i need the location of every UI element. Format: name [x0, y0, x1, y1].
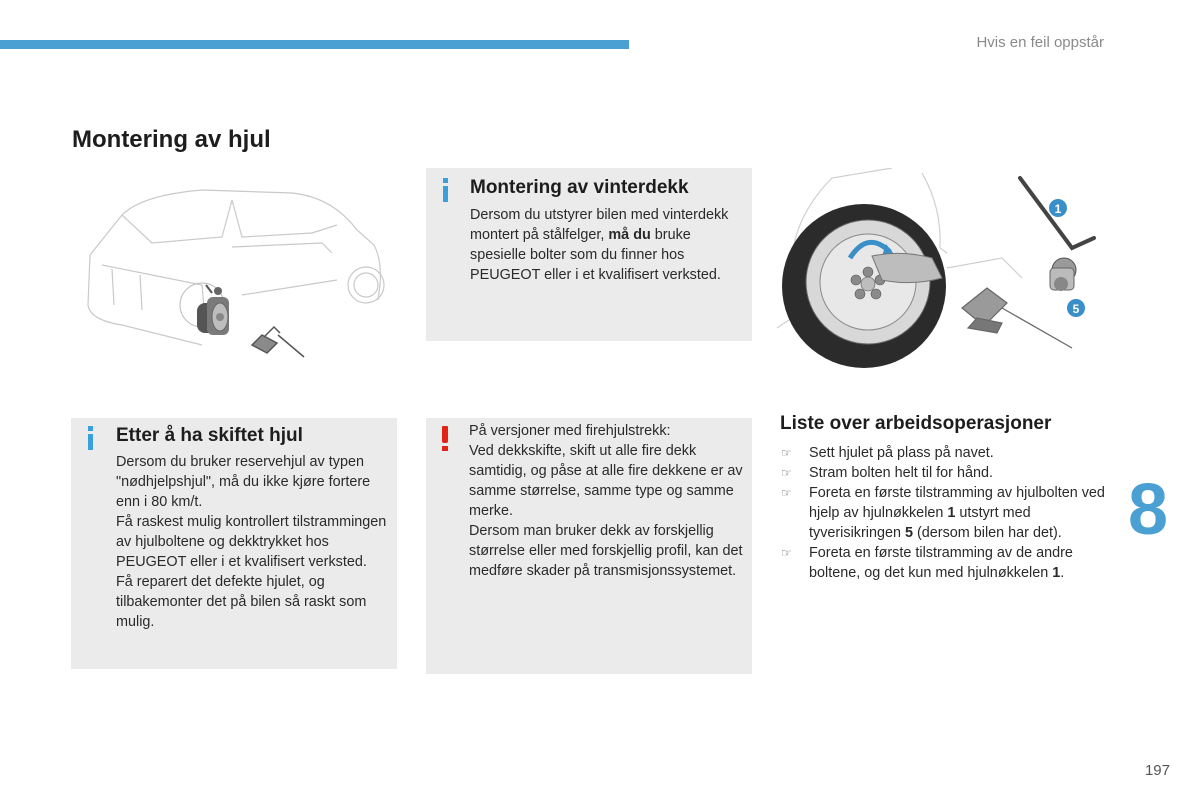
four-wheel-drive-warning-text: På versjoner med firehjulstrekk: Ved dekkskifte, skift ut alle fire dekk samtidig, og påse at alle fire dekkene er av samme størrelse, samme type og samme merke. Dersom man bruker dekk av forskjellig størrelse eller med forskjellig profil, kan det medføre skader på transmisjonssystemet.	[469, 423, 743, 579]
callout-1	[1049, 199, 1067, 217]
svg-text:5: 5	[1072, 302, 1080, 316]
section-title: Hvis en feil oppstår	[976, 34, 1104, 51]
callout-5	[1067, 299, 1085, 317]
list-item: ☞ Foreta en første tilstramming av hjulbolten ved hjelp av hjulnøkkelen 1 utstyrt med tyverisikringen 5 (dersom bilen har det).	[781, 485, 1105, 541]
after-wheel-change-text: Dersom du bruker reservehjul av typen "nødhjelpshjul", må du ikke kjøre fortere enn i 80 km/t. Få raskest mulig kontrollert tilstrammingen av hjulboltene og dekktrykket hos PEUGEOT eller i et kvalifisert verksted. Få reparert det defekte hjulet, og tilbakemonter det på bilen så raskt som mulig.	[116, 454, 387, 630]
info-icon	[443, 178, 448, 202]
chapter-number: 8	[1128, 470, 1169, 550]
winter-tyre-text: Dersom du utstyrer bilen med vinterdekk montert på stålfelger, må du bruke spesielle bolter som du finner hos PEUGEOT eller i et kvalifisert verksted.	[470, 207, 729, 283]
after-wheel-change-info-box	[71, 418, 397, 669]
list-item: ☞ Sett hjulet på plass på navet.	[781, 445, 994, 461]
list-item: ☞ Stram bolten helt til for hånd.	[781, 465, 993, 481]
info-icon	[88, 426, 93, 450]
after-wheel-change-title: Etter å ha skiftet hjul	[116, 425, 303, 446]
winter-tyre-title: Montering av vinterdekk	[470, 177, 689, 198]
wheel-tools-illustration	[772, 168, 1102, 373]
page-title: Montering av hjul	[72, 126, 271, 153]
list-item: ☞ Foreta en første tilstramming av de andre boltene, og det kun med hjulnøkkelen 1.	[781, 545, 1073, 581]
operations-heading: Liste over arbeidsoperasjoner	[780, 413, 1052, 434]
pointing-hand-icon: ☞	[781, 446, 792, 460]
pointing-hand-icon: ☞	[781, 486, 792, 500]
header-accent-bar	[0, 40, 629, 49]
svg-text:1: 1	[1054, 202, 1062, 216]
four-wheel-drive-warning-box	[426, 418, 752, 674]
operations-list	[781, 443, 1111, 583]
pointing-hand-icon: ☞	[781, 466, 792, 480]
page-number: 197	[1144, 762, 1170, 779]
warning-icon	[442, 426, 448, 451]
winter-tyre-info-box	[426, 168, 752, 341]
pointing-hand-icon: ☞	[781, 546, 792, 560]
car-jack-illustration	[82, 185, 392, 365]
